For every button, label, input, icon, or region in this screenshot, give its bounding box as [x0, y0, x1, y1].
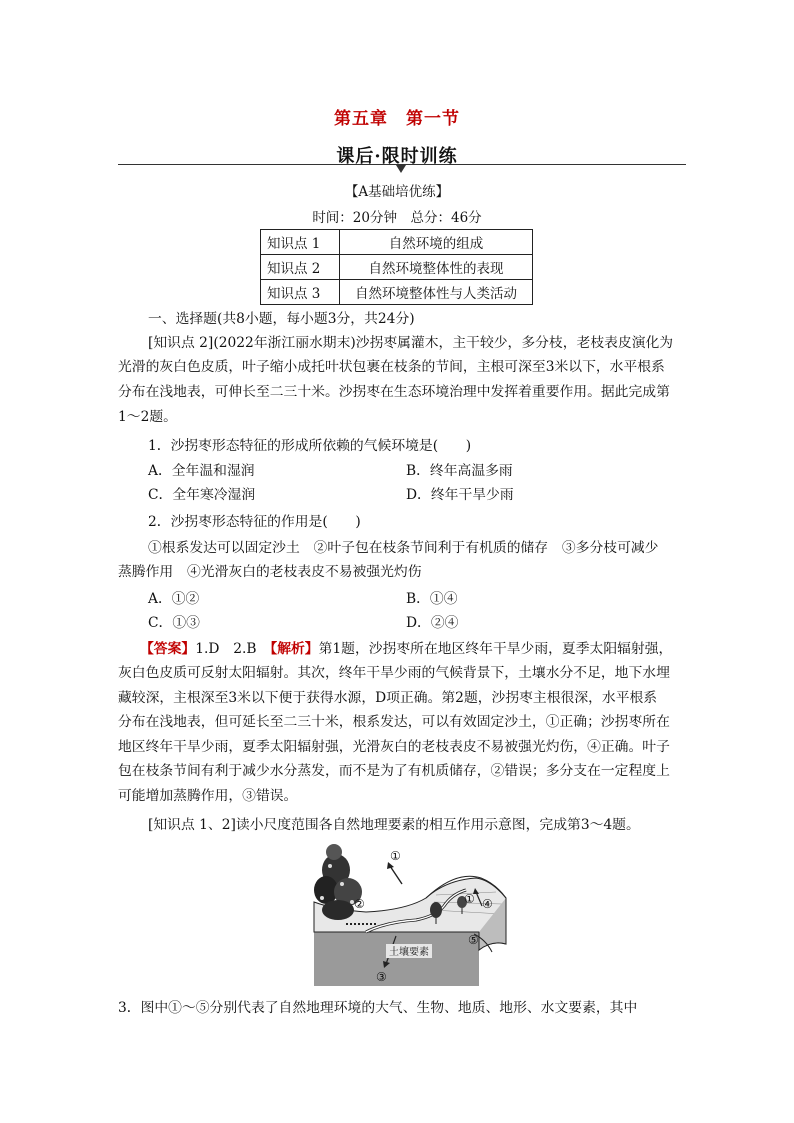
section-heading: 一、选择题(共8小题，每小题3分，共24分) — [148, 311, 415, 327]
question-stem: 2．沙拐枣形态特征的作用是( ) — [148, 514, 361, 530]
label-3: ③ — [376, 970, 387, 984]
table-row — [261, 280, 533, 305]
analysis-line: 可能增加蒸腾作用，③错误。 — [118, 788, 298, 804]
passage-line: 光滑的灰白色皮质，叶子缩小成托叶状包裹在枝条的节间，主根可深至3米以下，水平根系 — [118, 359, 665, 375]
page-subtitle: 课后·限时训练 — [336, 146, 458, 167]
knowledge-point-value: 自然环境的组成 — [340, 230, 533, 255]
label-5: ⑤ — [468, 933, 479, 947]
triangle-marker-icon — [396, 165, 406, 173]
soil-label: 土壤要素 — [389, 947, 429, 958]
chapter-title: 第五章 第一节 — [334, 109, 460, 129]
option-d: D．②④ — [406, 615, 459, 631]
analysis-text: 第1题，沙拐枣所在地区终年干旱少雨，夏季太阳辐射强， — [318, 641, 673, 657]
option-c: C．全年寒冷湿润 — [148, 487, 256, 503]
answer-value: 1.D 2.B — [195, 641, 271, 657]
analysis-line: 包在枝条节间有利于减少水分蒸发，而不是为了有机质储存，②错误；多分支在一定程度上 — [118, 763, 670, 779]
analysis-line: 分布在浅地表，但可延长至二三十米，根系发达，可以有效固定沙土，①正确；沙拐枣所在 — [118, 714, 670, 730]
label-1-top: ① — [390, 849, 401, 863]
answer-line — [140, 639, 672, 659]
option-a: A．全年温和湿润 — [148, 463, 255, 479]
section-label: 【A基础培优练】 — [344, 184, 450, 200]
statement-line: 蒸腾作用 ④光滑灰白的老枝表皮不易被强光灼伤 — [118, 564, 422, 580]
passage-line: [知识点 2](2022年浙江丽水期末)沙拐枣属灌木，主干较少，多分枝，老枝表皮演化为 — [148, 335, 674, 351]
option-b: B．终年高温多雨 — [406, 463, 513, 479]
table-row — [261, 255, 533, 280]
analysis-line: 藏较深，主根深至3米以下便于获得水源，D项正确。第2题，沙拐枣主根很深，水平根系 — [118, 690, 658, 706]
label-4: ④ — [482, 897, 493, 911]
label-1-right: ① — [464, 892, 475, 906]
passage-line: 分布在浅地表，可伸长至二三十米。沙拐枣在生态环境治理中发挥着重要作用。据此完成第 — [118, 384, 670, 400]
option-d: D．终年干旱少雨 — [406, 487, 514, 503]
knowledge-point-value: 自然环境整体性与人类活动 — [340, 280, 533, 305]
statement-line: ①根系发达可以固定沙土 ②叶子包在枝条节间利于有机质的储存 ③多分枝可减少 — [148, 540, 659, 556]
analysis-tag: 【解析】 — [270, 641, 319, 657]
table-row — [261, 230, 533, 255]
knowledge-point-key: 知识点 3 — [261, 280, 340, 305]
question-stem: 1．沙拐枣形态特征的形成所依赖的气候环境是( ) — [148, 438, 472, 454]
answer-tag: 【答案】 — [140, 641, 196, 657]
knowledge-point-value: 自然环境整体性的表现 — [340, 255, 533, 280]
time-score-line: 时间：20分钟 总分：46分 — [312, 210, 482, 226]
option-b: B．①④ — [406, 591, 458, 607]
knowledge-point-key: 知识点 1 — [261, 230, 340, 255]
label-2: ② — [354, 897, 365, 911]
arrow-icon — [390, 866, 402, 884]
knowledge-point-table — [260, 229, 533, 305]
option-a: A．①② — [148, 591, 200, 607]
option-c: C．①③ — [148, 615, 200, 631]
ground-block — [314, 932, 479, 986]
question-stem: 3．图中①～⑤分别代表了自然地理环境的大气、生物、地质、地形、水文要素，其中 — [118, 1000, 638, 1016]
analysis-line: 灰白色皮质可反射太阳辐射。其次，终年干旱少雨的气候背景下，土壤水分不足，地下水埋 — [118, 665, 670, 681]
analysis-line: 地区终年干旱少雨，夏季太阳辐射强，光滑灰白的老枝表皮不易被强光灼伤，④正确。叶子 — [118, 739, 670, 755]
passage-line: 1～2题。 — [118, 409, 177, 425]
knowledge-point-key: 知识点 2 — [261, 255, 340, 280]
passage-line: [知识点 1、2]读小尺度范围各自然地理要素的相互作用示意图，完成第3～4题。 — [148, 817, 640, 833]
landscape-diagram — [306, 840, 510, 986]
